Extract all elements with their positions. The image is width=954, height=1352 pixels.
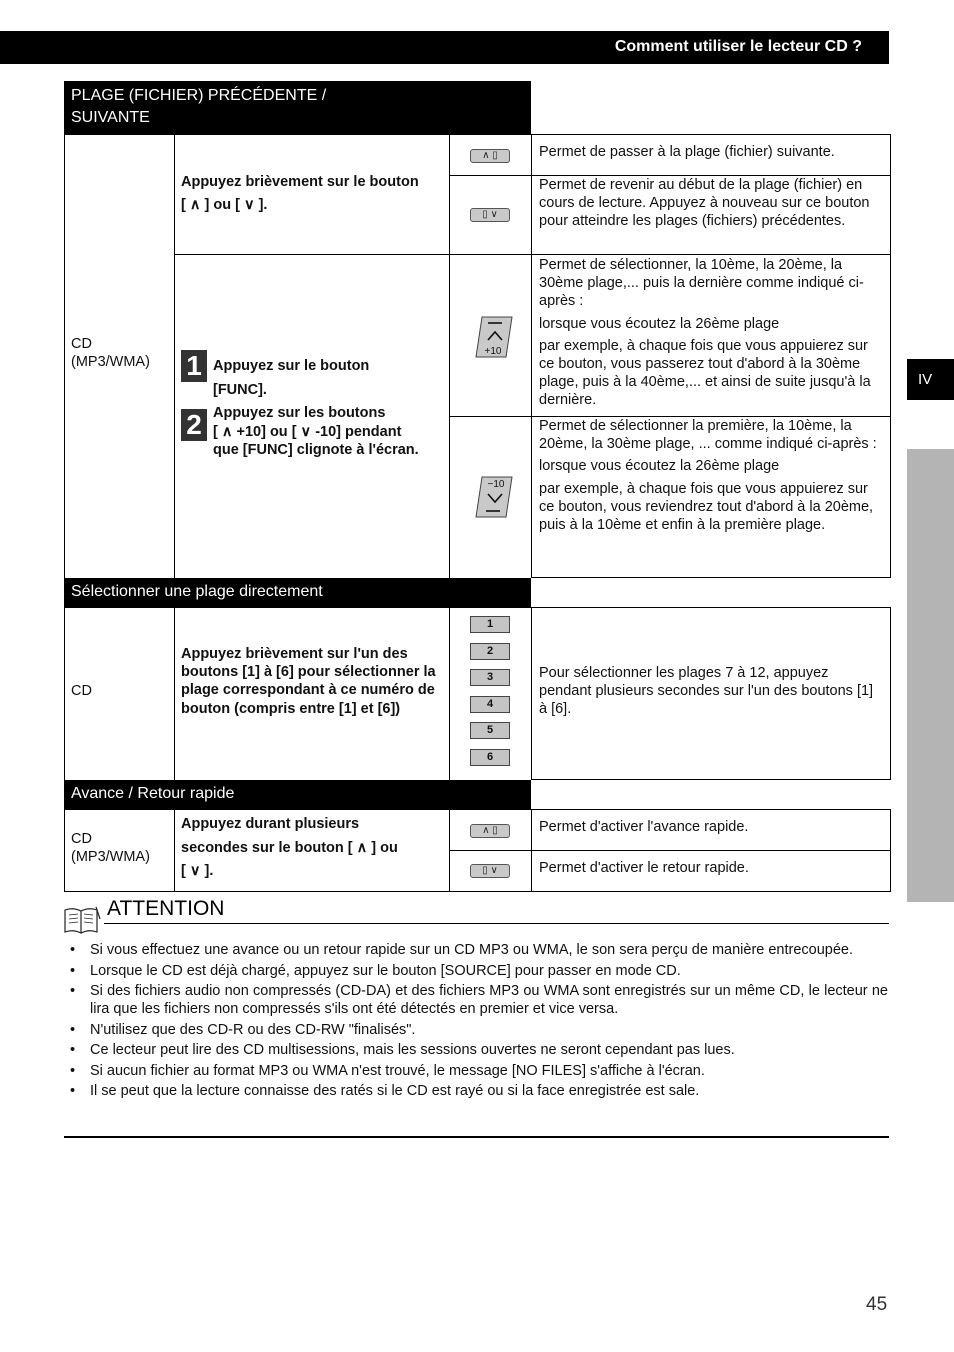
section-title: Avance / Retour rapide: [71, 785, 235, 802]
source-cd: CD: [71, 683, 92, 699]
table-border: [174, 608, 175, 780]
source-label: CD: [71, 831, 92, 847]
attention-book-icon: [62, 905, 102, 935]
table-border: [531, 577, 891, 578]
instruction-preset-keys: Appuyez brièvement sur l'un des boutons [1] à [6] pour sélectionner la plage correspondant à ce numéro de bouton (compris entre [1] et [6]): [181, 646, 436, 717]
table-border: [890, 134, 891, 578]
instruction-line: [ ∨ ].: [181, 863, 214, 879]
step-2-badge: 2: [181, 409, 207, 441]
table-border: [64, 891, 891, 892]
instruction-line: secondes sur le bouton [ ∧ ] ou: [181, 839, 398, 856]
instruction-long-press: [181, 813, 398, 884]
source-cd-mp3-wma: [71, 335, 150, 371]
table-border: [531, 134, 891, 135]
instruction-line: Appuyez brièvement sur le bouton: [181, 174, 419, 190]
source-format-label: (MP3/WMA): [71, 354, 150, 370]
table-border: [531, 607, 891, 608]
table-border: [174, 135, 175, 578]
side-grey-strip: [907, 449, 954, 902]
page-number: 45: [866, 1294, 888, 1315]
section-end-rule: [64, 1136, 889, 1138]
key-4-icon: 4: [470, 696, 510, 713]
table-border: [449, 810, 450, 892]
page-header-title: Comment utiliser le lecteur CD ?: [614, 38, 862, 55]
table-border: [64, 810, 65, 892]
step-line: Appuyez sur le bouton: [213, 358, 370, 374]
key-3-icon: 3: [470, 669, 510, 686]
page-header: [0, 31, 889, 64]
key-5-icon: 5: [470, 722, 510, 739]
source-format-label: (MP3/WMA): [71, 849, 150, 865]
step-line: Appuyez sur les boutons: [213, 405, 386, 421]
step-line: que [FUNC] clignote à l'écran.: [213, 442, 419, 458]
source-label: CD: [71, 336, 92, 352]
table-border: [531, 608, 532, 780]
section-direct-select-header: [64, 578, 531, 608]
section-previous-next-header: [64, 81, 531, 135]
plus10-label: +10: [484, 346, 502, 357]
minus10-desc: [539, 417, 884, 534]
table-border: [174, 810, 175, 892]
desc-paragraph: lorsque vous écoutez la 26ème plage: [539, 315, 780, 332]
instruction-short-press: [181, 171, 419, 217]
attention-item: • Si vous effectuez une avance ou un retour rapide sur un CD MP3 ou WMA, le son sera perçu de manière entrecoupée.: [64, 941, 888, 959]
step-line: [FUNC].: [213, 382, 267, 398]
section-title: Sélectionner une plage directement: [71, 583, 323, 600]
table-border: [449, 850, 891, 851]
desc-paragraph: Permet de sélectionner, la 10ème, la 20ème, la 30ème plage,... puis la dernière comme indiqué ci-après :: [539, 257, 864, 310]
table-border: [531, 810, 532, 892]
source-cd-mp3-wma: [71, 830, 150, 866]
fast-forward-desc: Permet d'activer l'avance rapide.: [539, 819, 749, 835]
table-border: [174, 254, 891, 255]
previous-track-desc: Permet de revenir au début de la plage (fichier) en cours de lecture. Appuyez à nouveau sur ce bouton pour atteindre les plages (fichiers) précédentes.: [539, 177, 870, 230]
instruction-line: Appuyez durant plusieurs: [181, 816, 360, 832]
table-border: [64, 135, 65, 578]
attention-underline: [104, 923, 889, 924]
plus10-desc: [539, 256, 884, 410]
chapter-tab: [907, 359, 954, 400]
up-button-icon: ∧ ▯: [470, 824, 510, 838]
step-2-text: [213, 404, 419, 460]
table-border: [531, 135, 532, 578]
table-border: [890, 607, 891, 780]
instruction-line: [ ∧ ] ou [ ∨ ].: [181, 197, 268, 213]
key-2-icon: 2: [470, 643, 510, 660]
section-title-line1: PLAGE (FICHIER) PRÉCÉDENTE /: [71, 87, 327, 104]
minus10-button-icon: [474, 476, 514, 518]
attention-item: • Si des fichiers audio non compressés (CD-DA) et des fichiers MP3 ou WMA sont enregistrés sur un même CD, le lecteur ne lira que les fichiers non compressés s'ils ont été détectés en premier et vice versa.: [64, 982, 888, 1018]
minus10-label: −10: [487, 479, 505, 490]
desc-paragraph: par exemple, à chaque fois que vous appuierez sur ce bouton, vous passerez tout d'abord à la 30ème plage, puis à la 40ème,... et ainsi de suite jusqu'à la dernière.: [539, 337, 871, 409]
key-1-icon: 1: [470, 616, 510, 633]
down-button-icon: ▯ ∨: [470, 208, 510, 222]
table-border: [531, 779, 891, 780]
next-track-desc: Permet de passer à la plage (fichier) suivante.: [539, 144, 835, 160]
attention-title: ATTENTION: [107, 897, 225, 920]
attention-item: • Ce lecteur peut lire des CD multisessions, mais les sessions ouvertes ne seront cependant pas lues.: [64, 1041, 888, 1059]
table-border: [64, 608, 65, 780]
step-1-text: [213, 354, 369, 402]
table-border: [531, 809, 891, 810]
desc-paragraph: lorsque vous écoutez la 26ème plage: [539, 458, 780, 475]
plus10-button-icon: [474, 316, 514, 358]
desc-paragraph: par exemple, à chaque fois que vous appuierez sur ce bouton, vous reviendrez tout d'abord à la 20ème, puis à la 10ème et enfin à la première plage.: [539, 480, 874, 534]
table-border: [449, 135, 450, 578]
attention-item: • N'utilisez que des CD-R ou des CD-RW "finalisés".: [64, 1021, 888, 1039]
table-border: [449, 608, 450, 780]
attention-item: • Si aucun fichier au format MP3 ou WMA n'est trouvé, le message [NO FILES] s'affiche à l'écran.: [64, 1062, 888, 1080]
attention-item: • Il se peut que la lecture connaisse des ratés si le CD est rayé ou si la face enregistrée est sale.: [64, 1082, 888, 1100]
down-button-icon: ▯ ∨: [470, 864, 510, 878]
section-fast-forward-header: [64, 780, 531, 810]
section-title-line2: SUIVANTE: [71, 109, 150, 126]
step-line: [ ∧ +10] ou [ ∨ -10] pendant: [213, 423, 402, 440]
key-6-icon: 6: [470, 749, 510, 766]
up-button-icon: ∧ ▯: [470, 149, 510, 163]
attention-list: [64, 941, 888, 1103]
step-1-badge: 1: [181, 350, 207, 382]
desc-paragraph: Permet de sélectionner la première, la 10ème, la 20ème, la 30ème plage, ... comme indiqué ci-après :: [539, 418, 877, 453]
chapter-tab-label: IV: [918, 371, 933, 388]
attention-item: • Lorsque le CD est déjà chargé, appuyez sur le bouton [SOURCE] pour passer en mode CD.: [64, 962, 888, 980]
preset-desc: Pour sélectionner les plages 7 à 12, appuyez pendant plusieurs secondes sur l'un des boutons [1] à [6].: [539, 665, 874, 718]
fast-rewind-desc: Permet d'activer le retour rapide.: [539, 860, 749, 876]
